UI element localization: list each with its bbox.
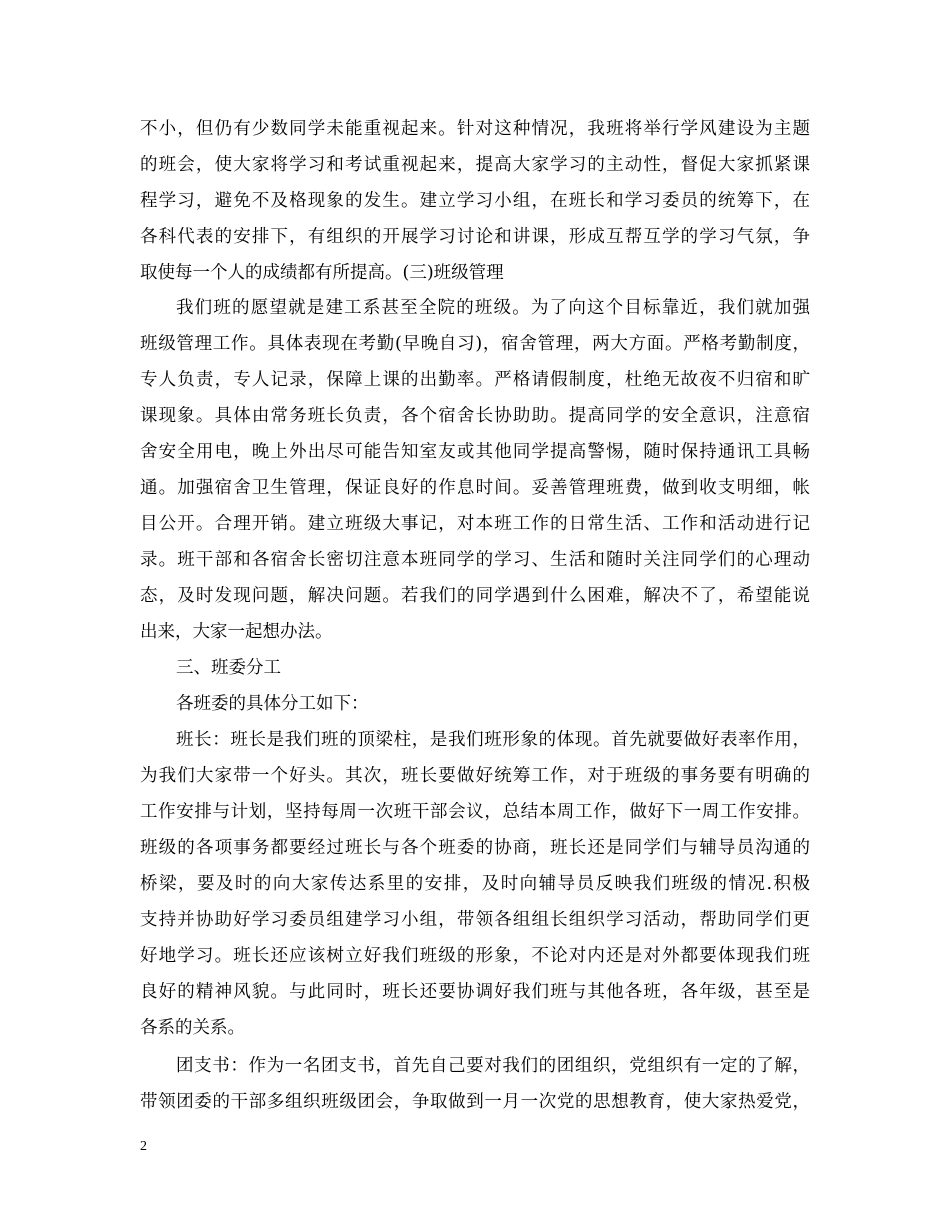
text-line: 课现象。具体由常务班长负责，各个宿舍长协助助。提高同学的安全意识，注意宿 [140,406,810,426]
text-line: 各班委的具体分工如下： [176,694,369,714]
text-line: 舍安全用电，晚上外出尽可能告知室友或其他同学提高警惕，随时保持通讯工具畅 [140,442,810,462]
text-line: 好地学习。班长还应该树立好我们班级的形象，不论对内还是对外都要体现我们班 [140,946,810,966]
text-line: 各系的关系。 [140,1018,245,1038]
text-line: 班长：班长是我们班的顶梁柱，是我们班形象的体现。首先就要做好表率作用， [176,730,810,750]
text-line: 带领团委的干部多组织班级团会，争取做到一月一次党的思想教育，使大家热爱党， [140,1092,810,1112]
page-number: 2 [140,1139,147,1154]
text-line: 态，及时发现问题，解决问题。若我们的同学遇到什么困难，解决不了，希望能说 [140,586,810,606]
text-line: 不小，但仍有少数同学未能重视起来。针对这种情况，我班将举行学风建设为主题 [140,119,810,139]
text-line: 班级的各项事务都要经过班长与各个班委的协商，班长还是同学们与辅导员沟通的 [140,838,810,858]
text-line: 通。加强宿舍卫生管理，保证良好的作息时间。妥善管理班费，做到收支明细，帐 [140,478,810,498]
section-heading: 三、班委分工 [176,658,281,678]
text-line: 程学习，避免不及格现象的发生。建立学习小组，在班长和学习委员的统筹下，在 [140,191,810,211]
text-line: 录。班干部和各宿舍长密切注意本班同学的学习、生活和随时关注同学们的心理动 [140,550,810,570]
text-line: 班级管理工作。具体表现在考勤(早晚自习)，宿舍管理，两大方面。严格考勤制度， [140,334,810,354]
text-line: 出来，大家一起想办法。 [140,622,333,642]
text-line: 各科代表的安排下，有组织的开展学习讨论和讲课，形成互帮互学的学习气氛，争 [140,227,810,247]
text-line: 工作安排与计划，坚持每周一次班干部会议，总结本周工作，做好下一周工作安排。 [140,802,810,822]
text-line: 目公开。合理开销。建立班级大事记，对本班工作的日常生活、工作和活动进行记 [140,514,810,534]
text-line: 取使每一个人的成绩都有所提高。(三)班级管理 [140,263,504,283]
text-line: 桥梁，要及时的向大家传达系里的安排，及时向辅导员反映我们班级的情况.积极 [140,874,810,894]
text-line: 团支书：作为一名团支书，首先自己要对我们的团组织，党组织有一定的了解， [176,1056,810,1076]
text-line: 为我们大家带一个好头。其次，班长要做好统筹工作，对于班级的事务要有明确的 [140,766,810,786]
text-line: 我们班的愿望就是建工系甚至全院的班级。为了向这个目标靠近，我们就加强 [176,298,810,318]
text-line: 良好的精神风貌。与此同时，班长还要协调好我们班与其他各班，各年级，甚至是 [140,982,810,1002]
text-line: 支持并协助好学习委员组建学习小组，带领各组组长组织学习活动，帮助同学们更 [140,910,810,930]
text-line: 专人负责，专人记录，保障上课的出勤率。严格请假制度，杜绝无故夜不归宿和旷 [140,370,810,390]
text-line: 的班会，使大家将学习和考试重视起来，提高大家学习的主动性，督促大家抓紧课 [140,155,810,175]
